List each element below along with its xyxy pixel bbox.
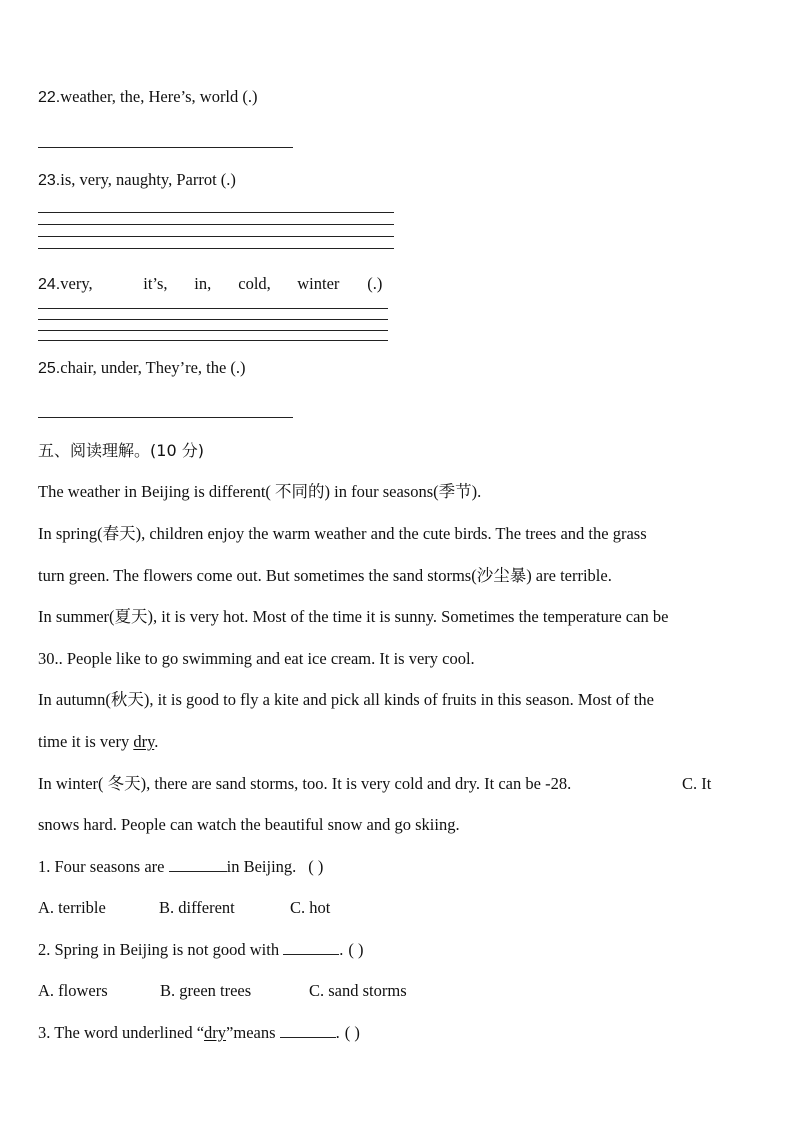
mcq-stem: in Beijing. <box>226 857 297 876</box>
mcq-stem: . <box>335 1023 340 1042</box>
passage-line <box>38 732 158 752</box>
question-text: weather, the, Here’s, world (.) <box>60 87 258 106</box>
answer-line[interactable] <box>38 212 394 213</box>
answer-blank[interactable] <box>283 940 339 955</box>
answer-paren[interactable]: ( ) <box>344 1023 360 1042</box>
mcq-option[interactable]: B. different <box>159 898 235 917</box>
answer-line[interactable] <box>38 248 394 249</box>
answer-line[interactable] <box>38 236 394 237</box>
word: cold, <box>238 274 271 293</box>
passage-line: turn green. The flowers come out. But sometimes the sand storms(沙尘暴) are terrible. <box>38 566 612 585</box>
underlined-word: dry <box>204 1023 227 1042</box>
passage-line: The weather in Beijing is different( 不同的) in four seasons(季节). <box>38 482 482 501</box>
question-22 <box>38 87 258 108</box>
mcq-question-2 <box>38 940 363 960</box>
mcq-question-1 <box>38 857 323 877</box>
word: in, <box>194 274 212 293</box>
question-25 <box>38 358 246 379</box>
question-number: 22. <box>38 89 61 106</box>
mcq-stem: 3. The word underlined “ <box>38 1023 205 1042</box>
answer-blank[interactable] <box>280 1023 336 1038</box>
passage-text: . <box>154 732 159 751</box>
answer-line[interactable] <box>38 319 388 320</box>
mcq-question-3 <box>38 1023 360 1043</box>
passage-line: In spring(春天), children enjoy the warm weather and the cute birds. The trees and the grass <box>38 524 647 543</box>
question-number: 24. <box>38 276 61 293</box>
answer-line[interactable] <box>38 340 388 341</box>
passage-line: In winter( 冬天), there are sand storms, too. It is very cold and dry. It can be -28. <box>38 774 572 793</box>
answer-line[interactable] <box>38 330 388 331</box>
answer-line[interactable] <box>38 147 293 148</box>
section-points: (10 分) <box>150 441 204 460</box>
passage-line: 30.. People like to go swimming and eat ice cream. It is very cool. <box>38 649 475 668</box>
section-heading <box>38 441 204 461</box>
answer-line[interactable] <box>38 224 394 225</box>
word: (.) <box>367 274 383 293</box>
question-number: 25. <box>38 360 61 377</box>
question-23 <box>38 170 236 191</box>
word: winter <box>297 274 340 293</box>
mcq-option[interactable]: C. sand storms <box>309 981 407 1000</box>
question-text: is, very, naughty, Parrot (.) <box>60 170 236 189</box>
mcq-stem: 1. Four seasons are <box>38 857 169 876</box>
mcq-stem: 2. Spring in Beijing is not good with <box>38 940 284 959</box>
passage-line: In summer(夏天), it is very hot. Most of the time it is sunny. Sometimes the temperature can be <box>38 607 669 626</box>
passage-line: snows hard. People can watch the beautiful snow and go skiing. <box>38 815 460 834</box>
answer-blank[interactable] <box>169 857 227 872</box>
word: very, <box>60 274 93 293</box>
answer-paren[interactable]: ( ) <box>348 940 364 959</box>
answer-paren[interactable]: ( ) <box>308 857 324 876</box>
question-text: chair, under, They’re, the (.) <box>60 358 246 377</box>
mcq-option[interactable]: A. flowers <box>38 981 108 1000</box>
passage-line: C. It <box>682 774 712 793</box>
passage-text: time it is very <box>38 732 134 751</box>
answer-line[interactable] <box>38 308 388 309</box>
mcq-option[interactable]: A. terrible <box>38 898 106 917</box>
mcq-stem: . <box>339 940 344 959</box>
section-title: 五、阅读理解。 <box>38 441 151 460</box>
underlined-word: dry <box>133 732 155 751</box>
mcq-option[interactable]: B. green trees <box>160 981 252 1000</box>
question-number: 23. <box>38 172 61 189</box>
question-24 <box>38 274 382 295</box>
answer-line[interactable] <box>38 417 293 418</box>
word: it’s, <box>143 274 168 293</box>
mcq-stem: ”means <box>226 1023 280 1042</box>
passage-line: In autumn(秋天), it is good to fly a kite and pick all kinds of fruits in this season. Most of the <box>38 690 654 709</box>
mcq-option[interactable]: C. hot <box>290 898 331 917</box>
